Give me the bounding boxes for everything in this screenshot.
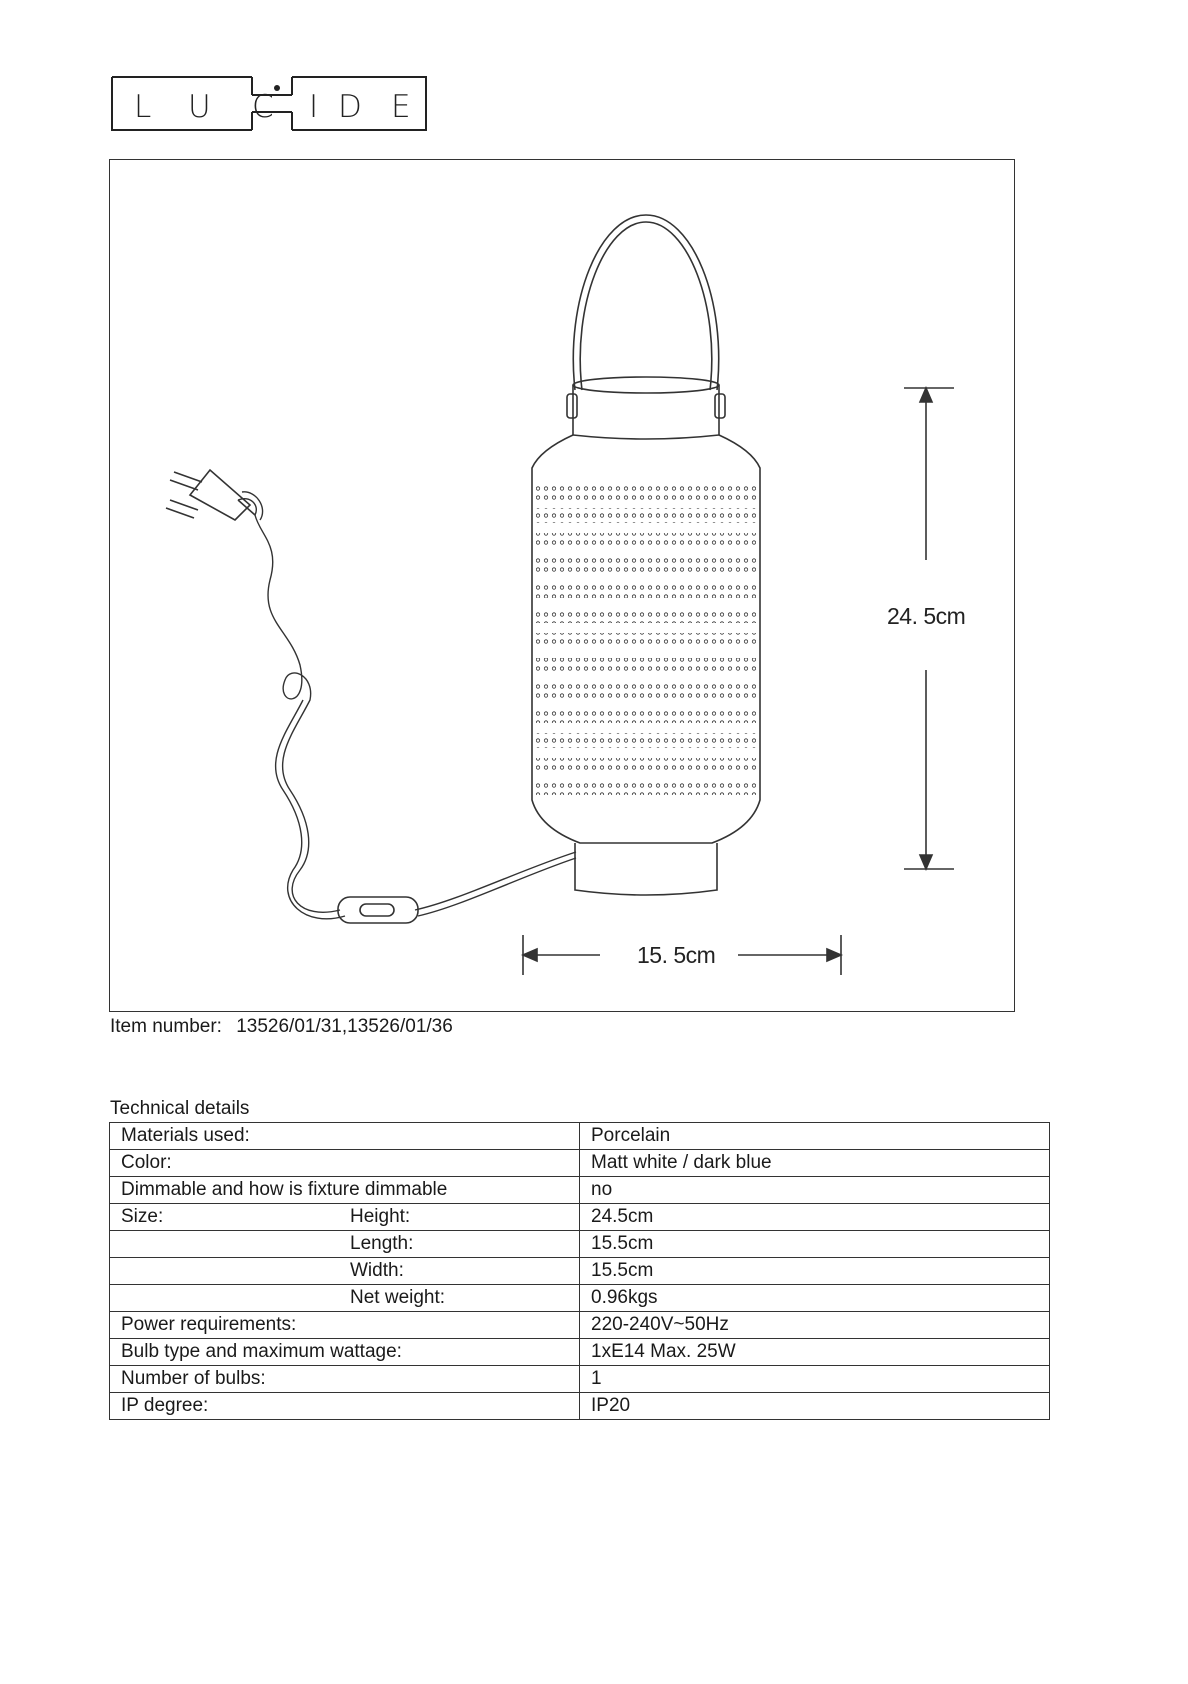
row-value: 1 bbox=[580, 1366, 1050, 1393]
row-value: 1xE14 Max. 25W bbox=[580, 1339, 1050, 1366]
row-sublabel: Width: bbox=[350, 1260, 404, 1281]
table-row bbox=[110, 1204, 1050, 1231]
table-row bbox=[110, 1312, 1050, 1339]
lamp-perforations bbox=[536, 485, 756, 795]
row-value: 15.5cm bbox=[580, 1258, 1050, 1285]
row-value: Porcelain bbox=[580, 1123, 1050, 1150]
lamp-handle bbox=[567, 215, 725, 418]
logo-letter-c: C bbox=[252, 89, 274, 125]
height-label: 24. 5cm bbox=[887, 603, 966, 629]
row-label bbox=[110, 1258, 580, 1285]
row-label: Size: Height: bbox=[110, 1204, 580, 1231]
row-label: IP degree: bbox=[110, 1393, 580, 1420]
row-value: 15.5cm bbox=[580, 1231, 1050, 1258]
row-value: Matt white / dark blue bbox=[580, 1150, 1050, 1177]
row-sublabel: Height: bbox=[350, 1206, 411, 1227]
table-row bbox=[110, 1366, 1050, 1393]
row-label: Color: bbox=[110, 1150, 580, 1177]
row-sublabel: Length: bbox=[350, 1233, 414, 1254]
table-row bbox=[110, 1339, 1050, 1366]
table-row bbox=[110, 1150, 1050, 1177]
row-label: Power requirements: bbox=[110, 1312, 580, 1339]
lucide-logo bbox=[110, 75, 428, 132]
logo-letter-d: D bbox=[338, 89, 362, 125]
logo-letter-e: E bbox=[391, 89, 411, 125]
technical-details-title: Technical details bbox=[110, 1098, 250, 1119]
lamp-neck bbox=[573, 377, 719, 439]
power-cord bbox=[238, 492, 576, 919]
item-number-value: 13526/01/31,13526/01/36 bbox=[236, 1016, 453, 1037]
row-value: 24.5cm bbox=[580, 1204, 1050, 1231]
item-number bbox=[110, 1016, 453, 1038]
row-label bbox=[110, 1231, 580, 1258]
row-value: no bbox=[580, 1177, 1050, 1204]
width-label: 15. 5cm bbox=[637, 942, 716, 968]
logo-letter-u: U bbox=[188, 89, 211, 125]
table-row bbox=[110, 1393, 1050, 1420]
row-sublabel: Net weight: bbox=[350, 1287, 446, 1308]
technical-details-table bbox=[109, 1122, 1050, 1420]
technical-drawing bbox=[109, 159, 1015, 1012]
table-row bbox=[110, 1177, 1050, 1204]
table-row bbox=[110, 1285, 1050, 1312]
row-label: Materials used: bbox=[110, 1123, 580, 1150]
lamp-drawing bbox=[110, 160, 1016, 1013]
item-number-label: Item number: bbox=[110, 1016, 222, 1037]
row-label: Dimmable and how is fixture dimmable bbox=[110, 1177, 580, 1204]
lamp-base bbox=[575, 843, 717, 895]
table-row bbox=[110, 1258, 1050, 1285]
logo-letter-l: L bbox=[134, 89, 152, 125]
row-label bbox=[110, 1285, 580, 1312]
table-row bbox=[110, 1123, 1050, 1150]
logo-letter-i: I bbox=[309, 89, 319, 125]
table-row bbox=[110, 1231, 1050, 1258]
row-value: 0.96kgs bbox=[580, 1285, 1050, 1312]
row-value: 220-240V~50Hz bbox=[580, 1312, 1050, 1339]
plug bbox=[166, 470, 255, 520]
cord-switch bbox=[338, 897, 418, 923]
row-label: Bulb type and maximum wattage: bbox=[110, 1339, 580, 1366]
row-value: IP20 bbox=[580, 1393, 1050, 1420]
row-label: Number of bulbs: bbox=[110, 1366, 580, 1393]
